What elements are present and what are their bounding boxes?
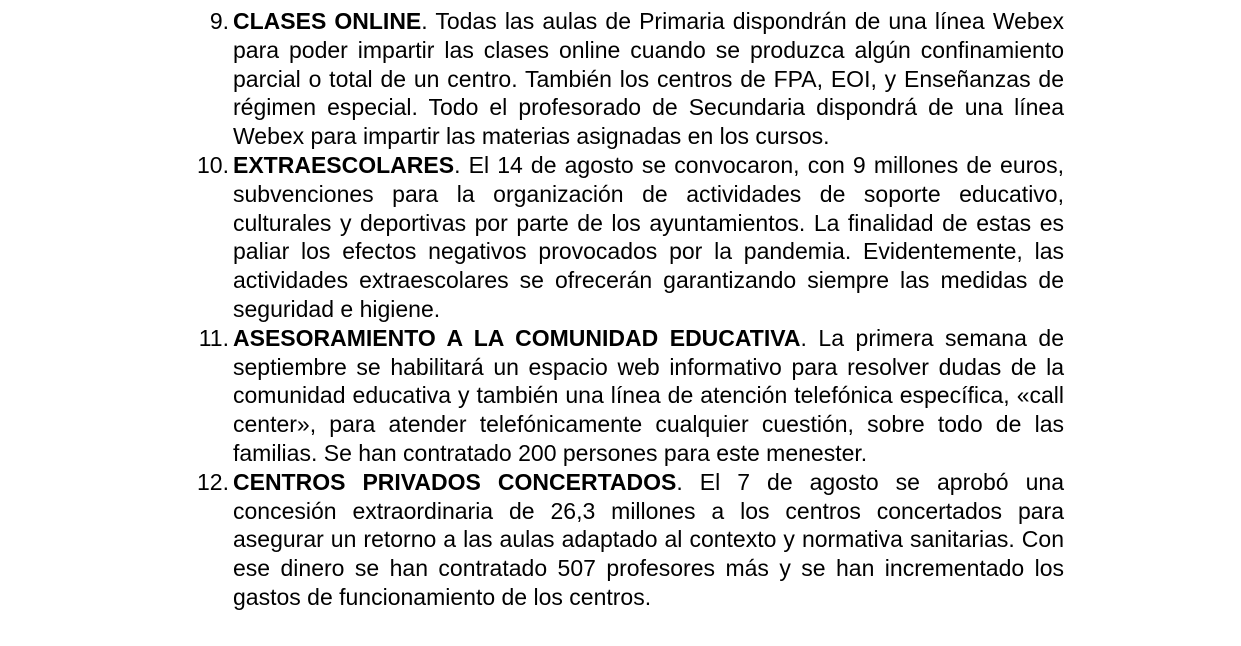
list-item-11 [198,324,1065,468]
list-item-body: . La primera semana de septiembre se habilitará un espacio web informativo para resolver dudas de la comunidad educativa y también una línea de atención telefónica específica, «call center», para atender telefónicamente cualquier cuestión, sobre todo de las familias. Se han contratado 200 persones para este menester. [233,324,1065,466]
list-item-number: 9. [209,8,229,34]
list-item-10 [197,151,1064,324]
list-item-title: CLASES ONLINE [233,8,422,34]
list-item-body: . El 14 de agosto se convocaron, con 9 millones de euros, subvenciones para la organización de actividades de soporte educativo, culturales y deportivas por parte de los ayuntamientos. La finalidad de estas es paliar los efectos negativos provocados por la pandemia. Evidentemente, las actividades extraescolares se ofrecerán garantizando siempre las medidas de seguridad e higiene. [233,151,1064,322]
list-item-number: 11. [198,324,229,351]
list-item-body: . Todas las aulas de Primaria dispondrán de una línea Webex para poder impartir las clases online cuando se produzca algún confinamiento parcial o total de un centro. También los centros de FPA, EOI, y Enseñanzas de régimen especial. Todo el profesorado de Secundaria dispondrá de una línea Webex para impartir las materias asignadas en los cursos. [233,8,1064,150]
list-item-title: ASESORAMIENTO A LA COMUNIDAD EDUCATIVA [233,324,801,351]
numbered-list [197,7,1065,612]
list-item-title: EXTRAESCOLARES [233,151,455,178]
list-item-number: 10. [197,151,229,178]
list-item-body: . El 7 de agosto se aprobó una concesión extraordinaria de 26,3 millones a los centros concertados para asegurar un retorno a las aulas adaptado al contexto y normativa sanitarias. Con ese dinero se han contratado 507 profesores más y se han incrementado los gastos de funcionamiento de los centros. [233,468,1064,610]
list-item-title: CENTROS PRIVADOS CONCERTADOS [233,468,677,495]
list-item-number: 12. [197,468,229,495]
list-item-9 [209,7,1064,151]
list-item-12 [197,468,1064,612]
